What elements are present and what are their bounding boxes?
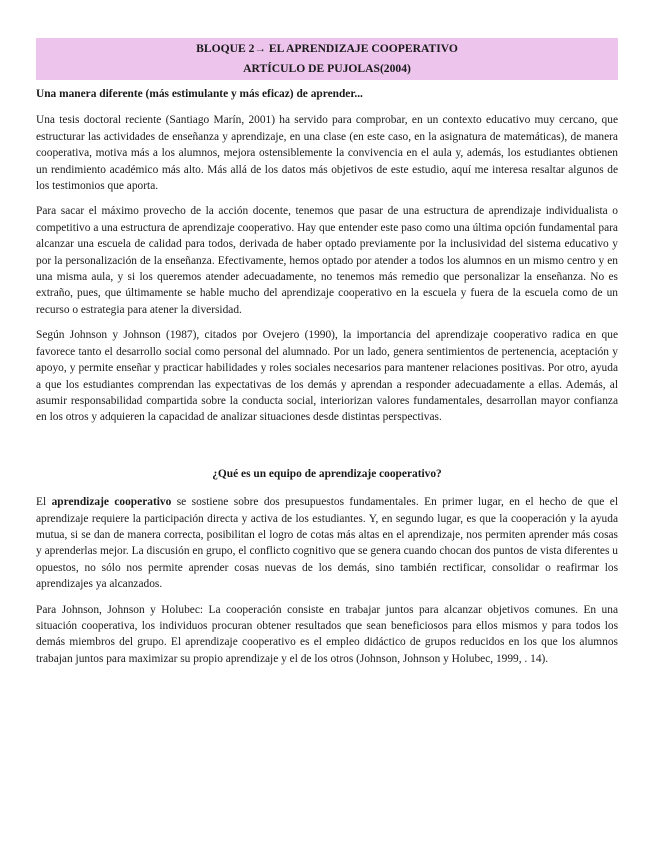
title-banner <box>36 38 618 80</box>
section-paragraph-2: Para Johnson, Johnson y Holubec: La cooperación consiste en trabajar juntos para alcanzar objetivos comunes. En una situación cooperativa, los individuos procuran obtener resultados que sean beneficiosos para ellos mismos y para todos los demás miembros del grupo. El aprendizaje cooperativo es el empleo didáctico de grupos reducidos en los que los alumnos trabajan juntos para maximizar su propio aprendizaje y el de los otros (Johnson, Johnson y Holubec, 1999, . 14). <box>36 603 618 665</box>
section-p1-prefix: El <box>36 496 52 509</box>
section-p1-rest: se sostiene sobre dos presupuestos fundamentales. En primer lugar, en el hecho de que el aprendizaje requiere la participación directa y activa de los estudiantes. Y, en segundo lugar, es que la cooperación y la ayuda mutua, si se dan de manera correcta, posibilitan el logro de cotas más altas en el aprendizaje, nos permiten aprender más cosas y aprenderlas mejor. La discusión en grupo, el conflicto cognitivo que se genera cuando chocan dos puntos de vista diferentes u opuestos, no sólo nos permite aprender cosas nuevas de los demás, sino también rectificar, consolidar o reafirmar los aprendizajes ya alcanzados. <box>36 496 618 591</box>
document-page <box>36 38 618 676</box>
block-title: BLOQUE 2→ EL APRENDIZAJE COOPERATIVO <box>196 42 458 55</box>
section-paragraph-1 <box>36 494 618 592</box>
section-p1-bold-term: aprendizaje cooperativo <box>51 496 172 509</box>
body-paragraph-3: Según Johnson y Johnson (1987), citados por Ovejero (1990), la importancia del aprendizaje cooperativo radica en que favorece tanto el desarrollo social como personal del alumnado. Por un lado, genera sentimientos de pertenencia, aceptación y apoyo, y permite enseñar y practicar habilidades y roles sociales necesarios para mantener relaciones positivas. Por otro, ayuda a que los estudiantes comprendan las expectativas de los demás y aprendan a responder adecuadamente a ellas. Además, al asumir responsabilidad compartida sobre la conducta social, interiorizan valores fundamentales, desarrollan mayor confianza en los otros y adquieren la capacidad de analizar situaciones desde distintas perspectivas. <box>36 329 618 424</box>
section-heading: ¿Qué es un equipo de aprendizaje cooperativo? <box>212 467 442 480</box>
body-paragraph-2: Para sacar el máximo provecho de la acción docente, tenemos que pasar de una estructura de aprendizaje individualista o competitivo a una estructura de aprendizaje cooperativo. Hay que entender este paso como una última opción fundamental para alcanzar una escuela de calidad para todos, derivada de haber optado previamente por la inclusividad del sistema educativo y por la personalización de la enseñanza. Efectivamente, hemos optado por atender a todos los alumnos en un mismo centro y en una misma aula, y si los queremos atender adecuadamente, no tenemos más remedio que personalizar la enseñanza. No es extraño, pues, que últimamente se hable mucho del aprendizaje cooperativo en la escuela y fuera de la escuela como de un recurso o estrategia para atener la diversidad. <box>36 205 618 316</box>
lead-heading: Una manera diferente (más estimulante y más eficaz) de aprender... <box>36 88 363 100</box>
article-title: ARTÍCULO DE PUJOLAS(2004) <box>243 62 411 75</box>
body-paragraph-1: Una tesis doctoral reciente (Santiago Marín, 2001) ha servido para comprobar, en un contexto educativo muy cercano, que estructurar las actividades de enseñanza y aprendizaje, en una clase (en este caso, en la asignatura de matemáticas), de manera cooperativa, motiva más a los alumnos, mejora ostensiblemente la convivencia en el aula y, además, los estudiantes obtienen un rendimiento académico más alto. Más allá de los datos más objetivos de este estudio, aquí me interesa resaltar algunos de los testimonios que aporta. <box>36 114 618 193</box>
